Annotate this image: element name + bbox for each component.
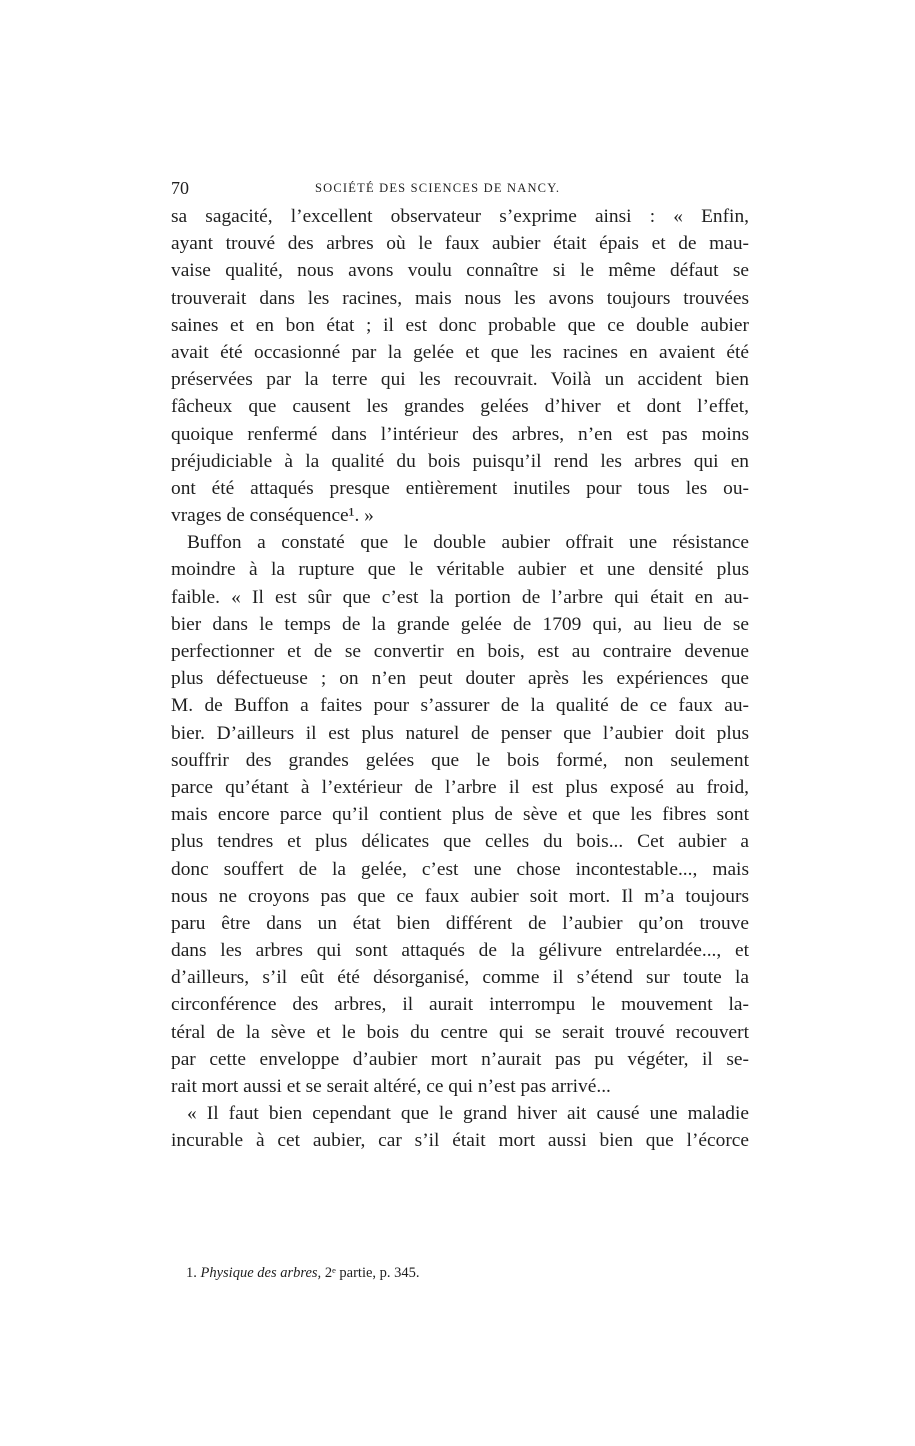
text-line: bier. D’ailleurs il est plus naturel de penser que l’aubier doit plus xyxy=(171,722,749,744)
text-line: perfectionner et de se convertir en bois, est au contraire devenue xyxy=(171,641,749,662)
paragraph xyxy=(171,529,749,1100)
footnote xyxy=(186,1264,420,1282)
text-line: quoique renfermé dans l’intérieur des arbres, n’en est pas moins xyxy=(171,423,749,445)
text-line: incurable à cet aubier, car s’il était mort aussi bien que l’écorce xyxy=(171,1130,749,1152)
page-number: 70 xyxy=(171,178,189,198)
text-line: Buffon a constaté que le double aubier offrait une résistance xyxy=(187,532,749,554)
text-line: plus tendres et plus délicates que celles du bois... Cet aubier a xyxy=(171,831,749,853)
text-line: ont été attaqués presque entièrement inutiles pour tous les ou- xyxy=(171,477,749,499)
text-line: M. de Buffon a faites pour s’assurer de la qualité de ce faux au- xyxy=(171,695,749,717)
paragraph xyxy=(171,203,749,529)
text-line: dans les arbres qui sont attaqués de la gélivure entrelardée..., et xyxy=(171,940,749,962)
text-line: plus défectueuse ; on n’en peut douter après les expériences que xyxy=(171,668,749,690)
footnote-title: Physique des arbres, xyxy=(200,1265,322,1281)
text-line: fâcheux que causent les grandes gelées d’hiver et dont l’effet, xyxy=(171,396,749,418)
text-line: souffrir des grandes gelées que le bois formé, non seulement xyxy=(171,749,749,771)
text-line: mais encore parce qu’il contient plus de sève et que les fibres sont xyxy=(171,804,749,826)
text-line: ayant trouvé des arbres où le faux aubier était épais et de mau- xyxy=(171,233,749,255)
text-line: saines et en bon état ; il est donc probable que ce double aubier xyxy=(171,314,749,336)
text-line: trouverait dans les racines, mais nous les avons toujours trouvées xyxy=(171,287,749,309)
paragraph xyxy=(171,1100,749,1154)
text-line: préservées par la terre qui les recouvrait. Voilà un accident bien xyxy=(171,369,749,391)
text-line: donc souffert de la gelée, c’est une chose incontestable..., mais xyxy=(171,858,749,880)
text-line: d’ailleurs, s’il eût été désorganisé, comme il s’étend sur toute la xyxy=(171,967,749,989)
text-line: par cette enveloppe d’aubier mort n’aurait pas pu végéter, il se- xyxy=(171,1048,749,1070)
text-line: vaise qualité, nous avons voulu connaître si le même défaut se xyxy=(171,260,749,282)
text-line: paru être dans un état bien différent de l’aubier qu’on trouve xyxy=(171,912,749,934)
footnote-reference: 2ᵉ partie, p. 345. xyxy=(324,1265,420,1281)
running-head: SOCIÉTÉ DES SCIENCES DE NANCY. xyxy=(315,181,561,195)
text-line: téral de la sève et le bois du centre qui se serait trouvé recouvert xyxy=(171,1021,749,1043)
text-line: nous ne croyons pas que ce faux aubier soit mort. Il m’a toujours xyxy=(171,885,749,907)
body-text xyxy=(171,203,749,1155)
text-line: faible. « Il est sûr que c’est la portion de l’arbre qui était en au- xyxy=(171,586,749,608)
text-line: bier dans le temps de la grande gelée de 1709 qui, au lieu de se xyxy=(171,613,749,635)
text-line: parce qu’étant à l’extérieur de l’arbre il est plus exposé au froid, xyxy=(171,776,749,798)
text-line: préjudiciable à la qualité du bois puisqu’il rend les arbres qui en xyxy=(171,450,749,472)
text-line: sa sagacité, l’excellent observateur s’exprime ainsi : « Enfin, xyxy=(171,206,749,227)
text-line: rait mort aussi et se serait altéré, ce qui n’est pas arrivé... xyxy=(171,1076,611,1097)
text-line: circonférence des arbres, il aurait interrompu le mouvement la- xyxy=(171,994,749,1016)
text-line: moindre à la rupture que le véritable aubier et une densité plus xyxy=(171,559,749,581)
text-line: vrages de conséquence¹. » xyxy=(171,505,374,527)
text-line: « Il faut bien cependant que le grand hiver ait causé une maladie xyxy=(187,1103,749,1125)
text-line: avait été occasionné par la gelée et que les racines en avaient été xyxy=(171,341,749,363)
footnote-number: 1. xyxy=(186,1265,197,1281)
